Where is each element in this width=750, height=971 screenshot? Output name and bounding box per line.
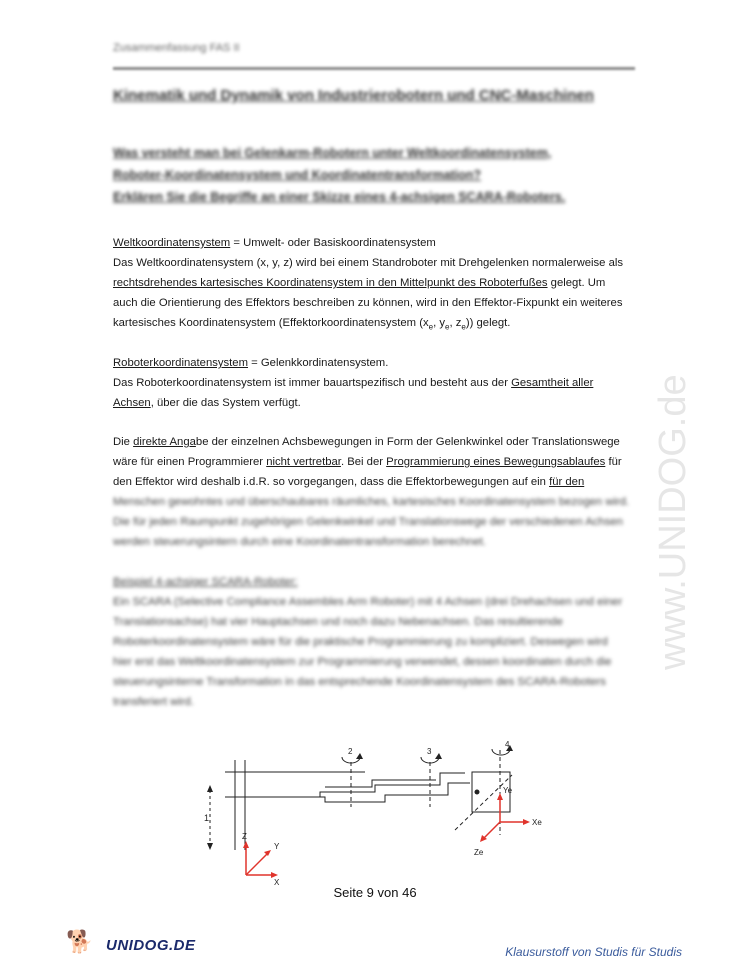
motion-link-4: für den	[549, 476, 585, 488]
robot-link-1: Gesamtheit aller	[511, 377, 594, 389]
question-line-2: Roboter-Koordinatensystem und Koordinatentransformation?	[113, 168, 482, 182]
effector-point	[475, 790, 480, 795]
sep-y: , y	[433, 317, 446, 329]
question-line-3: Erklären Sie die Begriffe an einer Skizze eines 4-achsigen SCARA-Roboters.	[113, 190, 566, 204]
world-y-label: Y	[274, 842, 280, 851]
robot-line-2-rest: , über die das System verfügt.	[150, 397, 301, 409]
motion-link-1: direkte Anga	[133, 436, 196, 448]
dog-icon: 🐕	[66, 929, 94, 954]
sub-e-3: e	[461, 322, 466, 332]
sep-z: , z	[449, 317, 462, 329]
link-inner	[325, 780, 436, 787]
unidog-logo[interactable]	[66, 929, 196, 961]
world-link: rechtsdrehendes kartesisches Koordinatensystem in den Mittelpunkt des Roboterfußes	[113, 277, 548, 289]
header-rule	[113, 67, 635, 70]
world-line-4-a: kartesisches Koordinatensystem (Effektorkoordinatensystem (x	[113, 317, 429, 329]
footer-slogan: Klausurstoff von Studis für Studis	[505, 945, 682, 959]
world-line-4-end: )) gelegt.	[465, 317, 511, 329]
world-y-axis	[246, 853, 268, 875]
motion-line-2-c: für	[605, 456, 622, 468]
motion-line-3-a: den Effektor wird deshalb i.d.R. so vorgegangen, dass die Effektorbewegungen auf ein	[113, 476, 550, 488]
logo-text: UNIDOG.DE	[106, 937, 196, 954]
question-line-1: Was versteht man bei Gelenkarm-Robotern unter Weltkoordinatensystem,	[113, 146, 552, 160]
exam-question	[113, 142, 635, 208]
scara-line-4: hier erst das Weltkoordinatensystem zur Programmierung verwendet, dessen koordinaten durch die	[113, 656, 612, 668]
motion-line-2-b: . Bei der	[340, 456, 387, 468]
document-title: Kinematik und Dynamik von Industrierobotern und CNC-Maschinen	[113, 87, 594, 104]
scara-line-2: Translationsachse) hat vier Hauptachsen und noch dazu Nebenachsen. Das resultierende	[113, 616, 563, 628]
motion-link-3: Programmierung eines Bewegungsablaufes	[386, 456, 606, 468]
watermark	[640, 255, 700, 675]
world-definition: = Umwelt- oder Basiskoordinatensystem	[230, 237, 436, 249]
world-line-2-rest: gelegt. Um	[547, 277, 606, 289]
axis-1-arrow-down	[207, 843, 213, 850]
effector-xe-label: Xe	[532, 818, 542, 827]
effector-ze-label: Ze	[474, 848, 484, 857]
world-z-arrowhead	[243, 841, 249, 848]
motion-link-2: nicht vertretbar	[266, 456, 341, 468]
watermark-text: www.UNIDOG.de	[652, 374, 694, 670]
motion-line-5: Die für jeden Raumpunkt zugehörigen Gelenkwinkel und Translationswege der verschiedenen Achsen	[113, 516, 623, 528]
effector-x-arrowhead	[523, 819, 530, 825]
motion-line-1-a: Die	[113, 436, 134, 448]
motion-line-6: werden steuerungsintern durch eine Koordinatentransformation berechnet.	[113, 536, 487, 548]
motion-line-4: Menschen gewohntes und überschaubares räumliches, kartesisches Koordinatensystem bezogen wird.	[113, 496, 630, 508]
scara-line-6: transferiert wird.	[113, 696, 194, 708]
scara-line-3: Roboterkoordinatensystem wäre für die praktische Programmierung zu kompliziert. Deswegen wird	[113, 636, 608, 648]
axis-label-1: 1	[204, 813, 210, 823]
scara-line-1: Ein SCARA (Selective Compliance Assembles Arm Roboter) mit 4 Achsen (drei Drehachsen und einer	[113, 596, 623, 608]
robot-section	[113, 353, 638, 413]
joint-2-arrow	[356, 753, 363, 759]
axis-label-3: 3	[427, 747, 432, 756]
robot-term: Roboterkoordinatensystem	[113, 357, 249, 369]
motion-line-2-a: wäre für einen Programmierer	[113, 456, 267, 468]
world-section	[113, 233, 638, 337]
axis-1-arrow-up	[207, 785, 213, 792]
watermark-graphic	[640, 255, 700, 675]
robot-definition: = Gelenkkordinatensystem.	[248, 357, 389, 369]
sub-e-1: e	[428, 322, 434, 332]
running-header: Zusammenfassung FAS II	[113, 42, 240, 54]
world-term: Weltkoordinatensystem	[113, 237, 231, 249]
world-x-label: X	[274, 878, 280, 885]
effector-ye-label: Ye	[503, 786, 513, 795]
scara-diagram	[200, 735, 550, 885]
world-line-4	[113, 313, 638, 337]
robot-line-1: Das Roboterkoordinatensystem ist immer bauartspezifisch und besteht aus der	[113, 377, 512, 389]
sub-e-2: e	[445, 322, 450, 332]
scara-section	[113, 572, 638, 712]
world-z-label: Z	[242, 832, 247, 841]
scara-figure	[200, 735, 550, 885]
world-line-1: Das Weltkoordinatensystem (x, y, z) wird bei einem Standroboter mit Drehgelenken normalerweise als	[113, 257, 624, 269]
joint-3-arrow	[435, 753, 442, 759]
link-outline-1	[320, 773, 465, 797]
robot-link-2: Achsen	[113, 397, 151, 409]
motion-section	[113, 432, 638, 552]
scara-line-5: steuerungsinterne Transformation in das entsprechende Koordinatensystem des SCARA-Roboters	[113, 676, 606, 688]
axis-label-4: 4	[505, 740, 510, 749]
axis-label-2: 2	[348, 747, 353, 756]
effector-z-axis	[483, 822, 500, 839]
world-line-3: auch die Orientierung des Effektors beschreiben zu können, wird in den Effektor-Fixpunkt ein weiteres	[113, 297, 623, 309]
motion-line-1-rest: be der einzelnen Achsbewegungen in Form der Gelenkwinkel oder Translationswege	[195, 436, 620, 448]
scara-heading: Beispiel 4-achsiger SCARA-Roboter:	[113, 576, 298, 588]
page-number: Seite 9 von 46	[333, 885, 417, 900]
